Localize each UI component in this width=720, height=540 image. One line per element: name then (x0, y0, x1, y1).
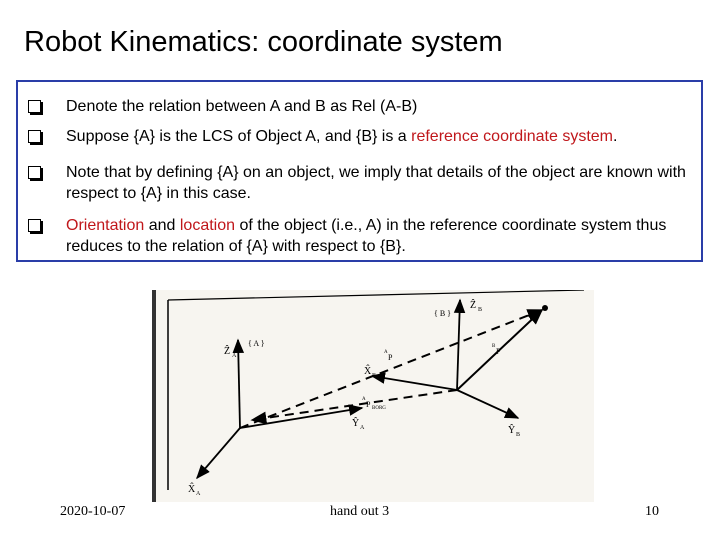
footer-date: 2020-10-07 (60, 504, 126, 519)
slide-title: Robot Kinematics: coordinate system (24, 26, 503, 58)
bullet-text (66, 126, 696, 147)
highlighted-text: Orientation (66, 217, 145, 234)
vector-a-p-label: P (388, 353, 393, 362)
vector-a-p-sup: A (384, 350, 388, 355)
axis-z-b-subscript: B (478, 307, 483, 313)
vector-borg-label: P (366, 400, 371, 409)
vector-b-p-label: P (496, 347, 501, 356)
coordinate-frames-diagram (152, 290, 594, 502)
axis-y-a-label: Ŷ (352, 418, 360, 429)
axis-y-b-label: Ŷ (508, 425, 516, 436)
point-p (542, 305, 548, 311)
page-number: 10 (645, 504, 659, 519)
axis-x-a-label: X̂ (188, 484, 196, 495)
bullet-text (66, 215, 696, 257)
checkbox-bullet-icon (28, 166, 41, 179)
bullet-text-segment: . (613, 128, 618, 145)
vector-borg-sup: A (362, 397, 366, 402)
bullet-text (66, 96, 696, 117)
axis-y-b-subscript: B (516, 432, 521, 438)
bullet-text-segment: Suppose {A} is the LCS of Object A, and {B} is a (66, 128, 412, 145)
axis-z-a-subscript: A (232, 353, 237, 359)
axis-x-b-subscript: B (372, 373, 377, 379)
frame-b-label: { B } (434, 309, 452, 318)
axis-x-a-subscript: A (196, 491, 201, 497)
axis-y-a-subscript: A (360, 425, 365, 431)
bullet-text-segment: and (144, 217, 180, 234)
checkbox-bullet-icon (28, 100, 41, 113)
vector-b-p-sup: B (492, 344, 496, 349)
highlighted-text: reference coordinate system (411, 128, 613, 145)
bullet-text-segment: of the object (i.e., A) in the reference coordinate system thus reduces to the relation of {A} with respect to {B}. (66, 217, 667, 255)
frame-a-label: { A } (248, 339, 265, 348)
checkbox-bullet-icon (28, 130, 41, 143)
vector-borg-subscript: BORG (372, 406, 386, 411)
diagram-background (152, 290, 594, 502)
axis-x-b-label: X̂ (364, 366, 372, 377)
highlighted-text: location (179, 217, 236, 234)
bullet-text (66, 162, 696, 204)
bullet-text-segment: Note that by defining {A} on an object, we imply that details of the object are known with respect to {A} in this case. (66, 164, 686, 202)
bullet-text-segment: Denote the relation between A and B as Rel (A-B) (66, 98, 418, 115)
checkbox-bullet-icon (28, 219, 41, 232)
bullet-list (16, 80, 703, 262)
axis-z-b-label: Ẑ (470, 300, 477, 311)
axis-z-a-label: Ẑ (224, 346, 231, 357)
footer-title: hand out 3 (330, 504, 390, 519)
